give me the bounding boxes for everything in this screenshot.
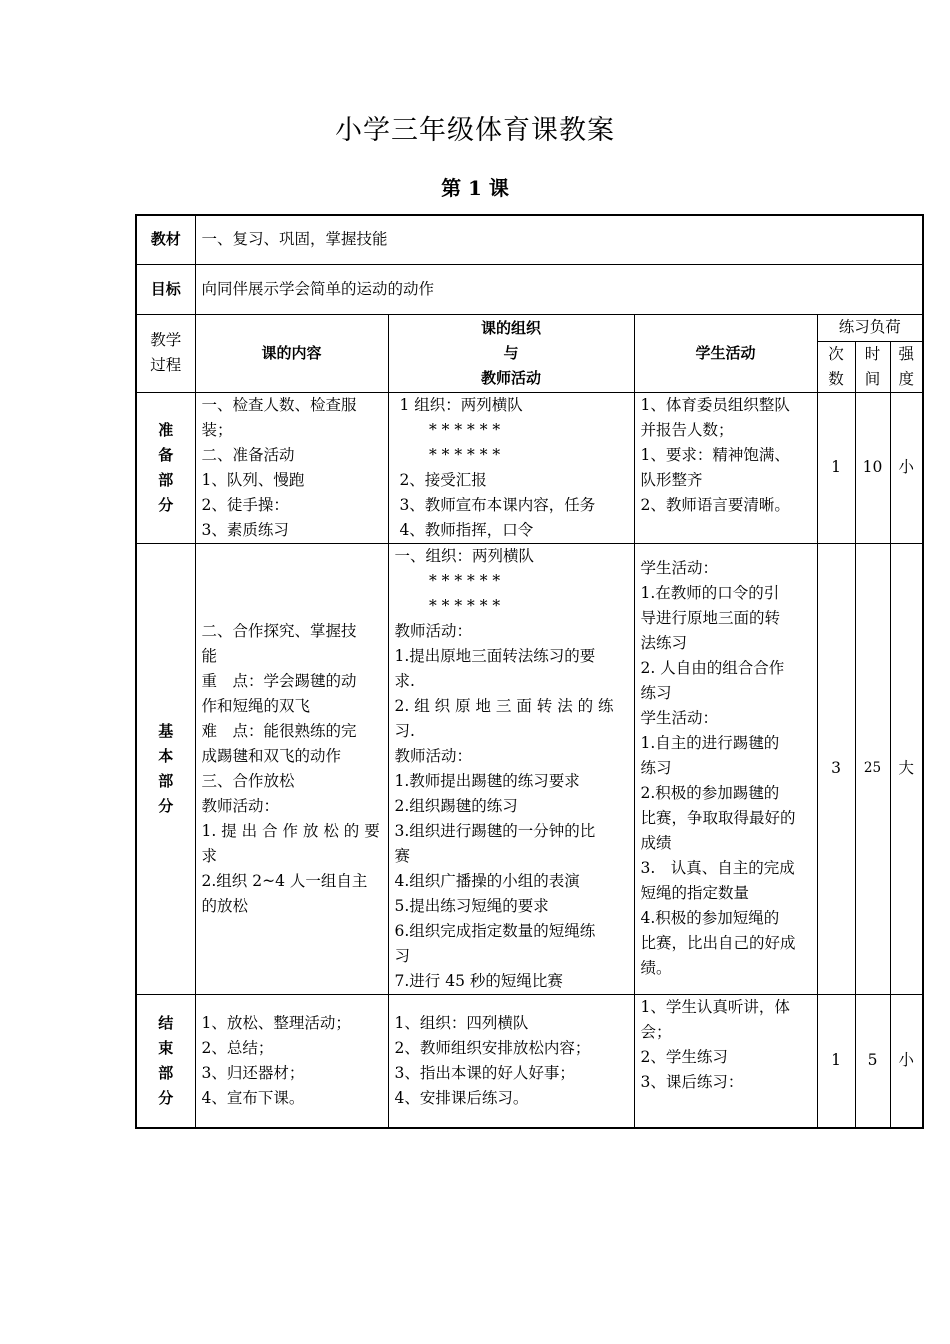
section-time: 5 <box>855 994 890 1128</box>
goal-value: 向同伴展示学会简单的运动的动作 <box>195 264 923 314</box>
section-student-activity: 学生活动： 1.在教师的口令的引 导进行原地三面的转 法练习 2. 人自由的组合合作 练习 学生活动： 1.自主的进行踢毽的 练习 2.积极的参加踢毽的 比赛，争取取得最好的 成绩 3. 认真、自主的完成 短绳的指定数量 4.积极的参加短绳的 比赛，比出自己的好成 绩。 <box>634 543 817 994</box>
section-intensity: 大 <box>890 543 923 994</box>
section-name: 结 束 部 分 <box>136 994 195 1128</box>
material-value: 一、复习、巩固，掌握技能 <box>195 215 923 264</box>
section-count: 3 <box>817 543 855 994</box>
organization-header: 课的组织 与 教师活动 <box>388 314 634 392</box>
section-organization: 一、组织：两列横队 * * * * * * * * * * * * 教师活动： 1.提出原地三面转法练习的要 求. 2. 组 织 原 地 三 面 转 法 的 练 习. 教师活动： 1.教师提出踢毽的练习要求 2.组织踢毽的练习 3.组织进行踢毽的一分钟的比 赛 4.组织广播操的小组的表演 5.提出练习短绳的要求 6.组织完成指定数量的短绳练 习 7.进行 45 秒的短绳比赛 <box>388 543 634 994</box>
section-content: 一、检查人数、检查服 装； 二、准备活动 1、队列、慢跑 2、徒手操： 3、素质练习 <box>195 392 388 543</box>
section-name: 基 本 部 分 <box>136 543 195 994</box>
section-count: 1 <box>817 994 855 1128</box>
section-student-activity: 1、学生认真听讲，体 会； 2、学生练习 3、课后练习： <box>634 994 817 1128</box>
lesson-number: 第 1 课 <box>441 176 509 200</box>
time-header: 时 间 <box>855 341 890 392</box>
page-title: 小学三年级体育课教案 <box>335 115 615 146</box>
section-time: 10 <box>855 392 890 543</box>
section-content: 1、放松、整理活动； 2、总结； 3、归还器材； 4、宣布下课。 <box>195 994 388 1128</box>
content-header: 课的内容 <box>195 314 388 392</box>
section-name: 准 备 部 分 <box>136 392 195 543</box>
section-count: 1 <box>817 392 855 543</box>
goal-label: 目标 <box>136 264 195 314</box>
section-row-basic <box>136 543 923 994</box>
section-content: 二、合作探究、掌握技 能 重 点：学会踢毽的动 作和短绳的双飞 难 点：能很熟练的完 成踢毽和双飞的动作 三、合作放松 教师活动： 1. 提 出 合 作 放 松 的 要 求 2.组织 2~4 人一组自主 的放松 <box>195 543 388 994</box>
section-intensity: 小 <box>890 994 923 1128</box>
material-label: 教材 <box>136 215 195 264</box>
section-time: 25 <box>855 543 890 994</box>
section-student-activity: 1、体育委员组织整队 并报告人数； 1、要求：精神饱满、 队形整齐 2、教师语言要清晰。 <box>634 392 817 543</box>
section-row-end <box>136 994 923 1128</box>
section-organization: 1、组织：四列横队 2、教师组织安排放松内容； 3、指出本课的好人好事； 4、安排课后练习。 <box>388 994 634 1128</box>
intensity-header: 强 度 <box>890 341 923 392</box>
count-header: 次 数 <box>817 341 855 392</box>
lesson-plan-table <box>135 214 924 1129</box>
practice-load-header: 练习负荷 <box>817 314 923 341</box>
section-organization: 1 组织：两列横队 * * * * * * * * * * * * 2、接受汇报 3、教师宣布本课内容，任务 4、教师指挥，口令 <box>388 392 634 543</box>
section-row-prepare <box>136 392 923 543</box>
process-header: 教学 过程 <box>136 314 195 392</box>
student-activity-header: 学生活动 <box>634 314 817 392</box>
section-intensity: 小 <box>890 392 923 543</box>
